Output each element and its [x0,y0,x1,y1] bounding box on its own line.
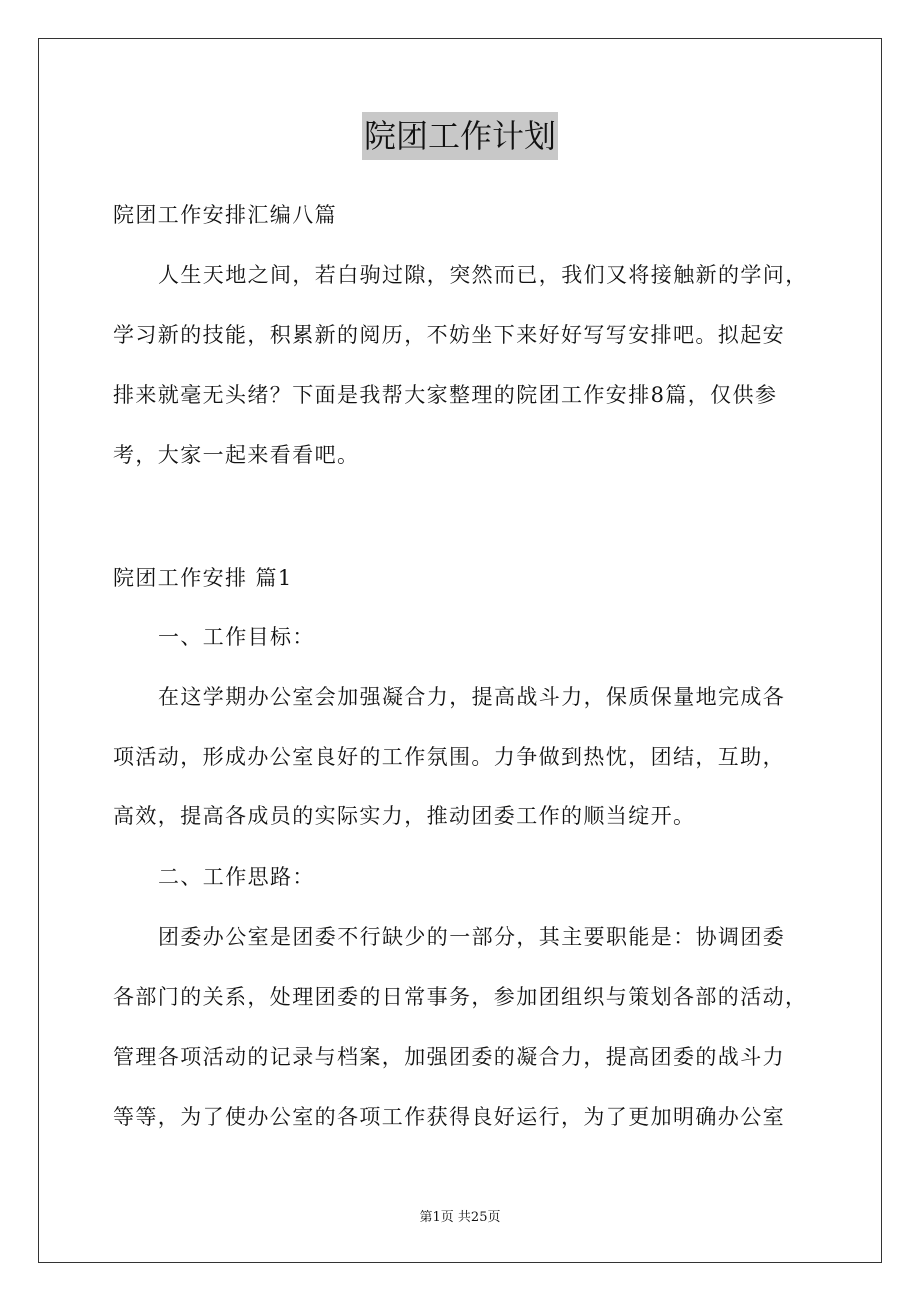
intro-line: 人生天地之间，若白驹过隙，突然而已，我们又将接触新的学问， [158,263,808,287]
para-line: 高效，提高各成员的实际实力，推动团委工作的顺当绽开。 [113,804,696,828]
heading-goals: 一、工作目标： [158,625,315,649]
para-line: 管理各项活动的记录与档案，加强团委的凝合力，提高团委的战斗力 [113,1045,785,1069]
para-line: 等等，为了使办公室的各项工作获得良好运行，为了更加明确办公室 [113,1105,785,1129]
intro-line: 排来就毫无头绪？下面是我帮大家整理的院团工作安排8篇，仅供参 [113,383,778,407]
section-title: 院团工作安排 篇1 [113,566,293,590]
para-line: 在这学期办公室会加强凝合力，提高战斗力，保质保量地完成各 [158,685,786,709]
intro-line: 学习新的技能，积累新的阅历，不妨坐下来好好写写安排吧。拟起安 [113,323,785,347]
para-line: 各部门的关系，处理团委的日常事务，参加团组织与策划各部的活动， [113,985,808,1009]
document-title-wrap [0,112,920,160]
para-line: 团委办公室是团委不行缺少的一部分，其主要职能是：协调团委 [158,925,786,949]
page-footer: 第1页 共25页 [419,1210,501,1225]
subtitle: 院团工作安排汇编八篇 [113,203,337,227]
document-title: 院团工作计划 [362,112,558,160]
heading-approach: 二、工作思路： [158,865,315,889]
intro-line: 考，大家一起来看看吧。 [113,443,360,467]
para-line: 项活动，形成办公室良好的工作氛围。力争做到热忱，团结，互助， [113,745,785,769]
